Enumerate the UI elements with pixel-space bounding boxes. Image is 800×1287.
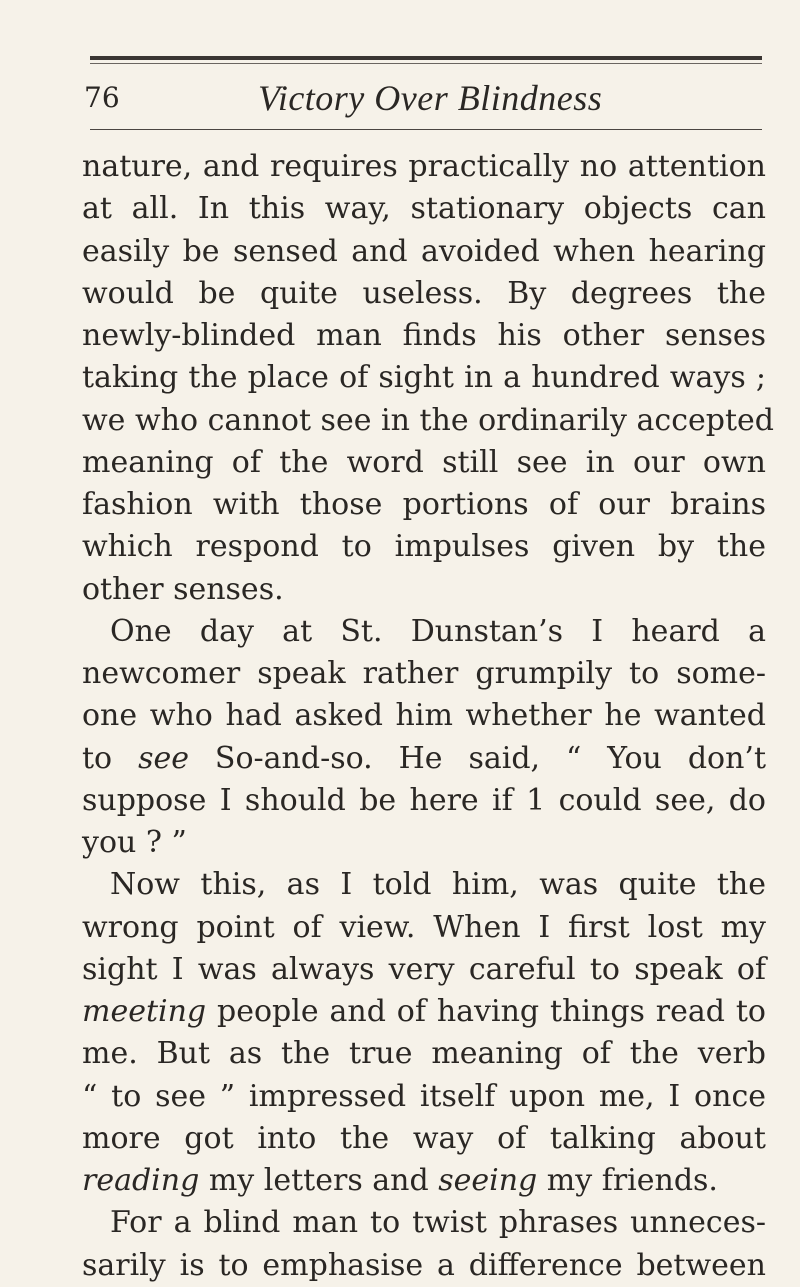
- text-run: So-and-so. He said, “ You don’t: [188, 740, 767, 776]
- text-line: newcomer speak rather grumpily to some-: [82, 656, 766, 691]
- text-line: one who had asked him whether he wanted: [82, 698, 766, 734]
- text-run: people and of having things read to: [206, 994, 766, 1029]
- text-line: [82, 991, 766, 1033]
- text-line: Now this, as I told him, was quite the: [110, 867, 766, 903]
- running-header: [84, 76, 762, 120]
- text-run: my letters and: [199, 1163, 439, 1198]
- text-line: sarily is to emphasise a difference between: [82, 1247, 766, 1283]
- text-line: taking the place of sight in a hundred ways ;: [82, 360, 766, 396]
- text-line: [82, 738, 766, 780]
- text-line: would be quite useless. By degrees the: [82, 275, 766, 311]
- text-line: “ to see ” impressed itself upon me, I once: [82, 1078, 766, 1114]
- text-line: wrong point of view. When I first lost my: [82, 909, 766, 945]
- text-line: One day at St. Dunstan’s I heard a: [110, 613, 766, 649]
- text-line: sight I was always very careful to speak of: [82, 951, 766, 987]
- text-run: to: [82, 740, 139, 776]
- text-line: easily be sensed and avoided when hearing: [82, 233, 766, 269]
- page-number: 76: [84, 81, 120, 114]
- body-text: [82, 146, 774, 1287]
- top-border-rule: [90, 56, 762, 60]
- text-line: suppose I should be here if 1 could see, do: [82, 782, 766, 818]
- running-title: Victory Over Blindness: [258, 78, 603, 118]
- top-border-thin-rule: [90, 63, 762, 64]
- text-line: we who cannot see in the ordinarily accepted: [82, 402, 774, 438]
- italic-word: meeting: [82, 994, 207, 1029]
- italic-word: see: [138, 740, 189, 776]
- text-line: which respond to impulses given by the: [82, 529, 766, 565]
- text-line: [82, 1160, 766, 1202]
- text-line: me. But as the true meaning of the verb: [82, 1036, 766, 1072]
- text-line: fashion with those portions of our brains: [82, 487, 766, 522]
- italic-word: reading: [82, 1163, 200, 1198]
- text-line: newly-blinded man finds his other senses: [82, 318, 766, 353]
- text-line: other senses.: [82, 571, 284, 607]
- text-line: more got into the way of talking about: [82, 1120, 766, 1156]
- text-line: you ? ”: [82, 825, 187, 860]
- text-line: meaning of the word still see in our own: [82, 444, 766, 480]
- text-run: my friends.: [537, 1163, 718, 1198]
- text-line: at all. In this way, stationary objects can: [82, 191, 766, 227]
- text-line: For a blind man to twist phrases unneces-: [110, 1205, 766, 1241]
- text-line: nature, and requires practically no attention: [82, 149, 766, 184]
- header-rule: [90, 129, 762, 130]
- italic-word: seeing: [438, 1163, 538, 1198]
